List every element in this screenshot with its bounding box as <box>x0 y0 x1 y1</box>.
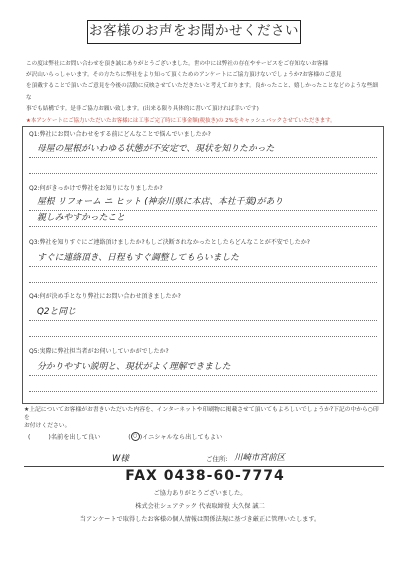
question-1-label: Q1:弊社にお問い合わせをする前にどんなことで悩んでいましたか? <box>29 131 211 138</box>
circle-mark-icon: ○ <box>131 432 140 441</box>
answer-line <box>29 336 377 337</box>
question-2-label: Q2:何がきっかけで弊社をお知りになりましたか? <box>29 185 163 192</box>
answer-line <box>29 375 377 376</box>
answer-line <box>29 173 377 174</box>
initial-ok-option[interactable]: ( ○ )イニシャルなら出してもよい <box>128 433 223 441</box>
answer-line <box>29 282 377 283</box>
consent-text <box>24 406 384 443</box>
intro-line: を頂戴することで頂いたご意見を今後の活動に反映させていただきたいと考えております。良かったこと、嬉しかったことなどのような些細な <box>26 83 378 101</box>
name-address-row <box>24 446 384 467</box>
intro-text <box>26 59 382 115</box>
customer-address: 川崎市宮前区 <box>234 453 286 463</box>
answer-line <box>29 210 377 211</box>
answer-line <box>29 266 377 267</box>
answer-line <box>29 226 377 227</box>
consent-options <box>24 432 384 443</box>
question-5-answer: 分かりやすい説明と、現状がよく理解できました <box>37 362 231 372</box>
intro-line: 事でも結構です。是非ご協力お願い致します。(出来る限り具体的に書いて頂ければ幸いです) <box>26 105 259 112</box>
intro-line: が沢山いらっしゃいます。その方たちに弊社をより知って頂くためのアンケートにご協力頂けないでしょうか?お客様のご意見 <box>26 72 342 79</box>
address-label: ご住所: <box>206 455 228 463</box>
page-title: お客様のお声をお聞かせください <box>87 20 301 44</box>
intro-line: この度は弊社にお問い合わせを頂き誠にありがとうございました。世の中には弊社の存在やサービスをご存知ないお客様 <box>26 61 329 67</box>
question-3-label: Q3:弊社を知りすぐにご連絡頂けましたか?もしご決断されなかったとしたらどんなことが不安でしたか? <box>29 239 310 246</box>
answer-line <box>29 320 377 321</box>
question-2-answer: 屋根 リフォーム ニ ヒット (神奈川県に本店、本社千葉)があり <box>37 197 284 207</box>
answer-line <box>29 157 377 158</box>
consent-line: ★上記についてお客様がお書きいただいた内容を、インターネットや印刷物に掲載させて頂いてもよろしいでしょうか?下記の中から○印を <box>24 407 379 421</box>
thanks-text: ご協力ありがとうございました。 <box>153 490 247 497</box>
consent-line: お付けください。 <box>24 423 71 429</box>
answer-line <box>29 391 377 392</box>
cashback-note: ★本アンケートにご協力いただいたお客様には工事ご完了時に工事金額(税抜き)の 2%をキャッシュバックさせていただきます。 <box>26 118 336 124</box>
company-name: 株式会社シェアテック 代表取締役 大久保 誠二 <box>135 503 265 510</box>
question-2-answer-line2: 親しみやすかったこと <box>37 213 125 223</box>
customer-name: W様 <box>112 454 129 464</box>
survey-box <box>22 126 384 404</box>
name-ok-label: 名前を出して良い <box>50 433 101 441</box>
fax-number: FAX 0438-60-7774 <box>125 468 285 484</box>
question-4-answer: Q2と同じ <box>37 307 76 317</box>
privacy-notice: 当アンケートで取得したお客様の個人情報は関係法規に基づき厳正に管理いたします。 <box>79 516 321 523</box>
name-ok-option[interactable]: ( )名前を出して良い <box>28 433 101 441</box>
question-5-label: Q5:実際に弊社担当者がお伺いしていかがでしたか? <box>29 348 169 355</box>
question-1-answer: 母屋の屋根がいわゆる状態が不安定で、現状を知りたかった <box>37 144 275 154</box>
question-3-answer: すぐに連絡頂き、日程もすぐ調整してもらいました <box>37 253 239 263</box>
question-4-label: Q4:何が決め手となり弊社にお問い合わせ頂きましたか? <box>29 293 181 300</box>
initial-ok-label: イニシャルなら出してもよい <box>142 433 223 441</box>
